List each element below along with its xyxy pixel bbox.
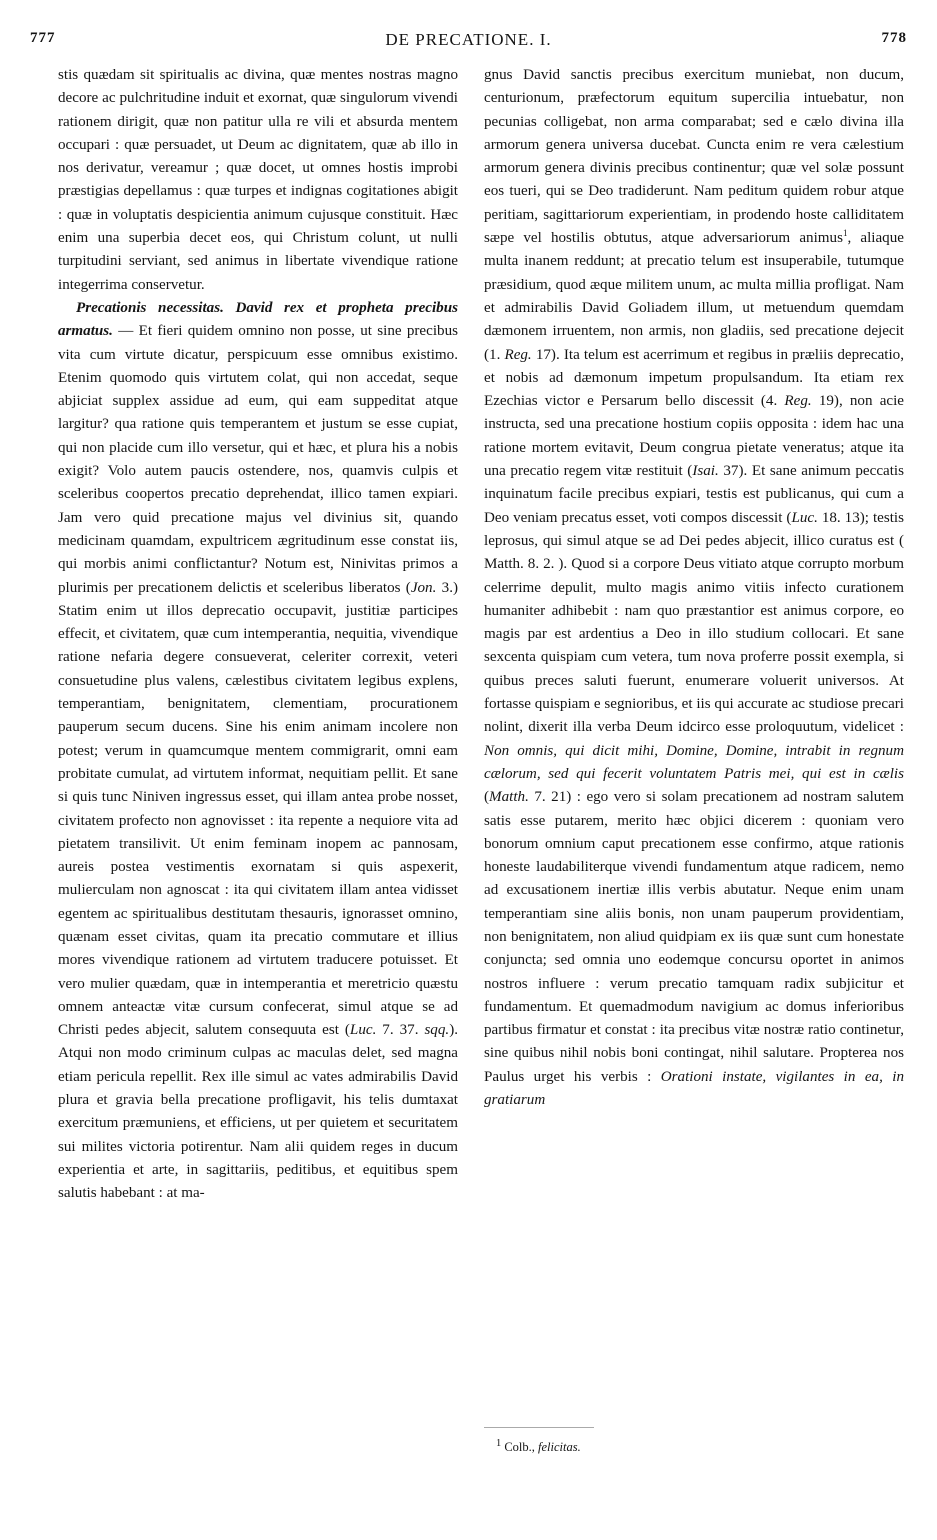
footnote-number: 1 [496, 1438, 502, 1449]
paragraph-text: — Et fieri quidem omnino non posse, ut sine precibus vita cum virtute dicatur, perspicuum esse omnibus existimo. Etenim quomodo quis virtutem colat, qui non accedat, seque abjiciat supplex assidue ad eum, qui eam suppeditat atque largitur? qua ratione quis temperantem et justum se esse cupiat, qui non placide cum illo versetur, qui et hæc, et plura his a nobis exigit? Volo autem paucis ostendere, nos, quamvis culpis et sceleribus coopertos precatio deprehendat, illico tamen expiari. Jam vero quid precatione majus vel divinius sit, quando medicinam quamdam, expultricem ægritudinum esse constat iis, qui morbis animi conflictantur? Notum est, Ninivitas primos a plurimis per precationem delictis et sceleribus liberatos ( [58, 323, 458, 596]
paragraph-text: 37). Et sane animum peccatis inquinatum facile precibus expiari, testis est publicanus, qui cum a Deo veniam precatus esset, voti compos discessit ( [484, 463, 904, 526]
paragraph-text: 3.) Statim enim ut illos deprecatio occupavit, justitiæ participes effecit, et civitatem, quæ cum intemperantia, nequitia, vivendique ratione nefaria degere consueverat, celeriter correxit, veteri consuetudine plus valens, cælestibus civitatem legibus explens, temperantiam, benignitatem, clementiam, procurationem pauperum secum ducens. Sine his enim animam incolere non potest; verum in quamcumque mentem commigrarit, omni eam probitate cumulat, ad virtutem informat, nequitiam pellit. Et sane si quis tunc Niniven ingressus esset, qui illam antea probe nosset, civitatem profecto non agnovisset : ita repente a nequiore vita ad pietatem transilivit. Ut enim feminam inopem ac pannosam, aureis postea vestimentis exornatam si quis aspexerit, mulierculam non agnoscat : ita qui civitatem illam antea vidisset egentem ac spiritualibus destitutam thesauris, ignorasset omnino, quænam esset civitas, quam ita precatio commutare et illius mores vivendique rationem ad virtutem traducere potuisset. Et vero mulier quædam, quæ in intemperantia et meretricio quæstu omnem anteactæ vitæ cursum confecerat, simul atque se ad Christi pedes abjecit, salutem consequuta est ( [58, 579, 458, 1039]
scripture-reference: sqq. [424, 1022, 450, 1039]
scripture-reference: Reg. [504, 346, 532, 363]
scripture-reference: Luc. [349, 1022, 377, 1039]
footnote [496, 1436, 581, 1455]
right-column [484, 64, 904, 1112]
scripture-reference: Matth. [489, 789, 529, 806]
section-heading: Precationis necessitas. David rex et propheta precibus armatus. [58, 299, 458, 340]
paragraph-text: ). Atqui non modo criminum culpas ac maculas delet, sed magna etiam pericula repellit. Rex ille simul ac vates admirabilis David plura et gravia bella precatione profligavit, his telis dumtaxat exercitum præmuniens, et efficiens, ut per quietem et securitatem sui milites victoria potirentur. Nam alii quidem reges in ducum experientia et arte, in sagittariis, peditibus, et equitibus spem salutis habebant : at ma- [58, 1022, 458, 1202]
paragraph-text: 7. 21) : ego vero si solam precationem ad nostram salutem satis esse putarem, merito hæc objici dicerem : quoniam vero bonorum omnium caput precationem esse confirmo, atque rationis honeste laudabiliterque vivendi fundamentum atque radicem, nemo ad excusationem inertiæ illis verbis abutatur. Neque enim unam temperantiam sine aliis bonis, non unam pauperum providentiam, non benignitatem, non aliud quidpiam ex iis quæ sunt cum honestate conjuncta; sed omnia uno eodemque concursu oportet in animos nostros influere : verum precatio tamquam radix subjicitur et fundamentum. Et quemadmodum navigium ac domus inferioribus partibus firmatur et constat : ita precibus vitæ nostræ ratio continetur, sine quibus nihil nobis boni contingat, nihil salutare. Propterea nos Paulus urget his verbis : [484, 789, 904, 1085]
scripture-quote: Non omnis, qui dicit mihi, Domine, Domine, intrabit in regnum cælorum, sed qui fecerit voluntatem Patris mei, qui est in cælis [484, 742, 904, 782]
scripture-quote: Orationi instate, vigilantes in ea, in gratiarum [484, 1068, 905, 1109]
footnote-marker: 1 [842, 228, 848, 239]
left-column [58, 64, 458, 1206]
paragraph-text: stis quædam sit spiritualis ac divina, quæ mentes nostras magno decore ac pulchritudine induit et exornat, quæ singulorum vivendi rationem dirigit, quæ non patitur ulla re vili et absurda mentem occupari : quæ persuadet, ut Deum ac dignitatem, quæ ab illo in nos derivatur, vereamur ; quæ docet, ut omnes hostis improbi præstigias depellamus : quæ turpes et indignas cogitationes abigit : quæ in voluptatis despicientia animum cujusque constituit. Hæc enim una superbia decet eos, qui Christum colunt, ut nulli turpitudini serviant, sed animus in libertate vivendique ratione integerrima conservetur. [58, 67, 458, 293]
running-title: DE PRECATIONE. I. [385, 30, 552, 49]
footnote-variant: felicitas. [538, 1440, 581, 1455]
scripture-reference: Isai. [692, 463, 719, 480]
page-header [30, 30, 907, 58]
scripture-reference: Jon. [410, 579, 437, 596]
footnote-divider [484, 1427, 594, 1428]
paragraph [58, 64, 458, 297]
footnote-text: Colb., [501, 1440, 539, 1455]
paragraph-text: gnus David sanctis precibus exercitum muniebat, non ducum, centurionum, præfectorum equitum supercilia intuebatur, non pecunias colligebat, non arma comparabat; sed e cælo divina illa armorum genera universa ducebat. Cuncta enim re vera cælestium armorum genera divinis precibus continentur; quæ vel solæ possunt eos tueri, qui se Deo tradiderunt. Nam peditum quidem robur atque peritiam, sagittariorum experientiam, in prodendo hoste calliditatem sæpe vel hostilis obtutus, atque adversariorum animus [484, 67, 904, 247]
scripture-reference: Reg. [784, 393, 812, 410]
paragraph [484, 64, 904, 1112]
paragraph-text: ( [484, 789, 490, 806]
paragraph-text: 7. 37. [376, 1022, 425, 1039]
paragraph-text: 19), non acie instructa, sed una precatione hostium copiis opposita : idem hac una ratione mortem evitavit, Deum congrua pietate veneratus; atque ita una precatio regem vitæ restituit ( [484, 393, 904, 480]
paragraph [58, 297, 458, 1206]
scripture-reference: Luc. [791, 509, 818, 526]
paragraph-text: 18. 13); testis leprosus, qui simul atque se ad Dei pedes abjecit, illico curatus est ( Matth. 8. 2. ). Quod si a corpore Deus vitiato atque corrupto morbum celerrime depulit, multo magis animo vitiis infecto curationem humaniter adhibebit : nam quo præstantior est animus corpore, eo magis par est ardentius a Deo in illo studium collocari. Et sane sexcenta quispiam cum vetera, tum nova proferre possit exempla, si quibus preces saluti fuerunt, enumerare voluerit universos. At fortasse quispiam e segnioribus, et iis qui accurate ac studiose precari nolint, dixerit illa verba Deum idcirco esse proloquutum, videlicet : [484, 509, 905, 736]
page-number-right: 778 [881, 30, 907, 46]
paragraph-text: 17). Ita telum est acerrimum et regibus in præliis deprecatio, et nobis ad dæmonum impetum propulsandum. Ita etiam rex Ezechias victor e Persarum bello discessit (4. [484, 346, 904, 410]
page-number-left: 777 [30, 30, 56, 46]
paragraph-text: , aliaque multa inanem reddunt; at precatio telum est insuperabile, tutumque præsidium, quod æque militem unum, ac multa millia profligat. Nam et admirabilis David Goliadem illum, ut metuendum quemdam dæmonem irruentem, non armis, non gladiis, sed precatione dejecit (1. [484, 230, 904, 363]
